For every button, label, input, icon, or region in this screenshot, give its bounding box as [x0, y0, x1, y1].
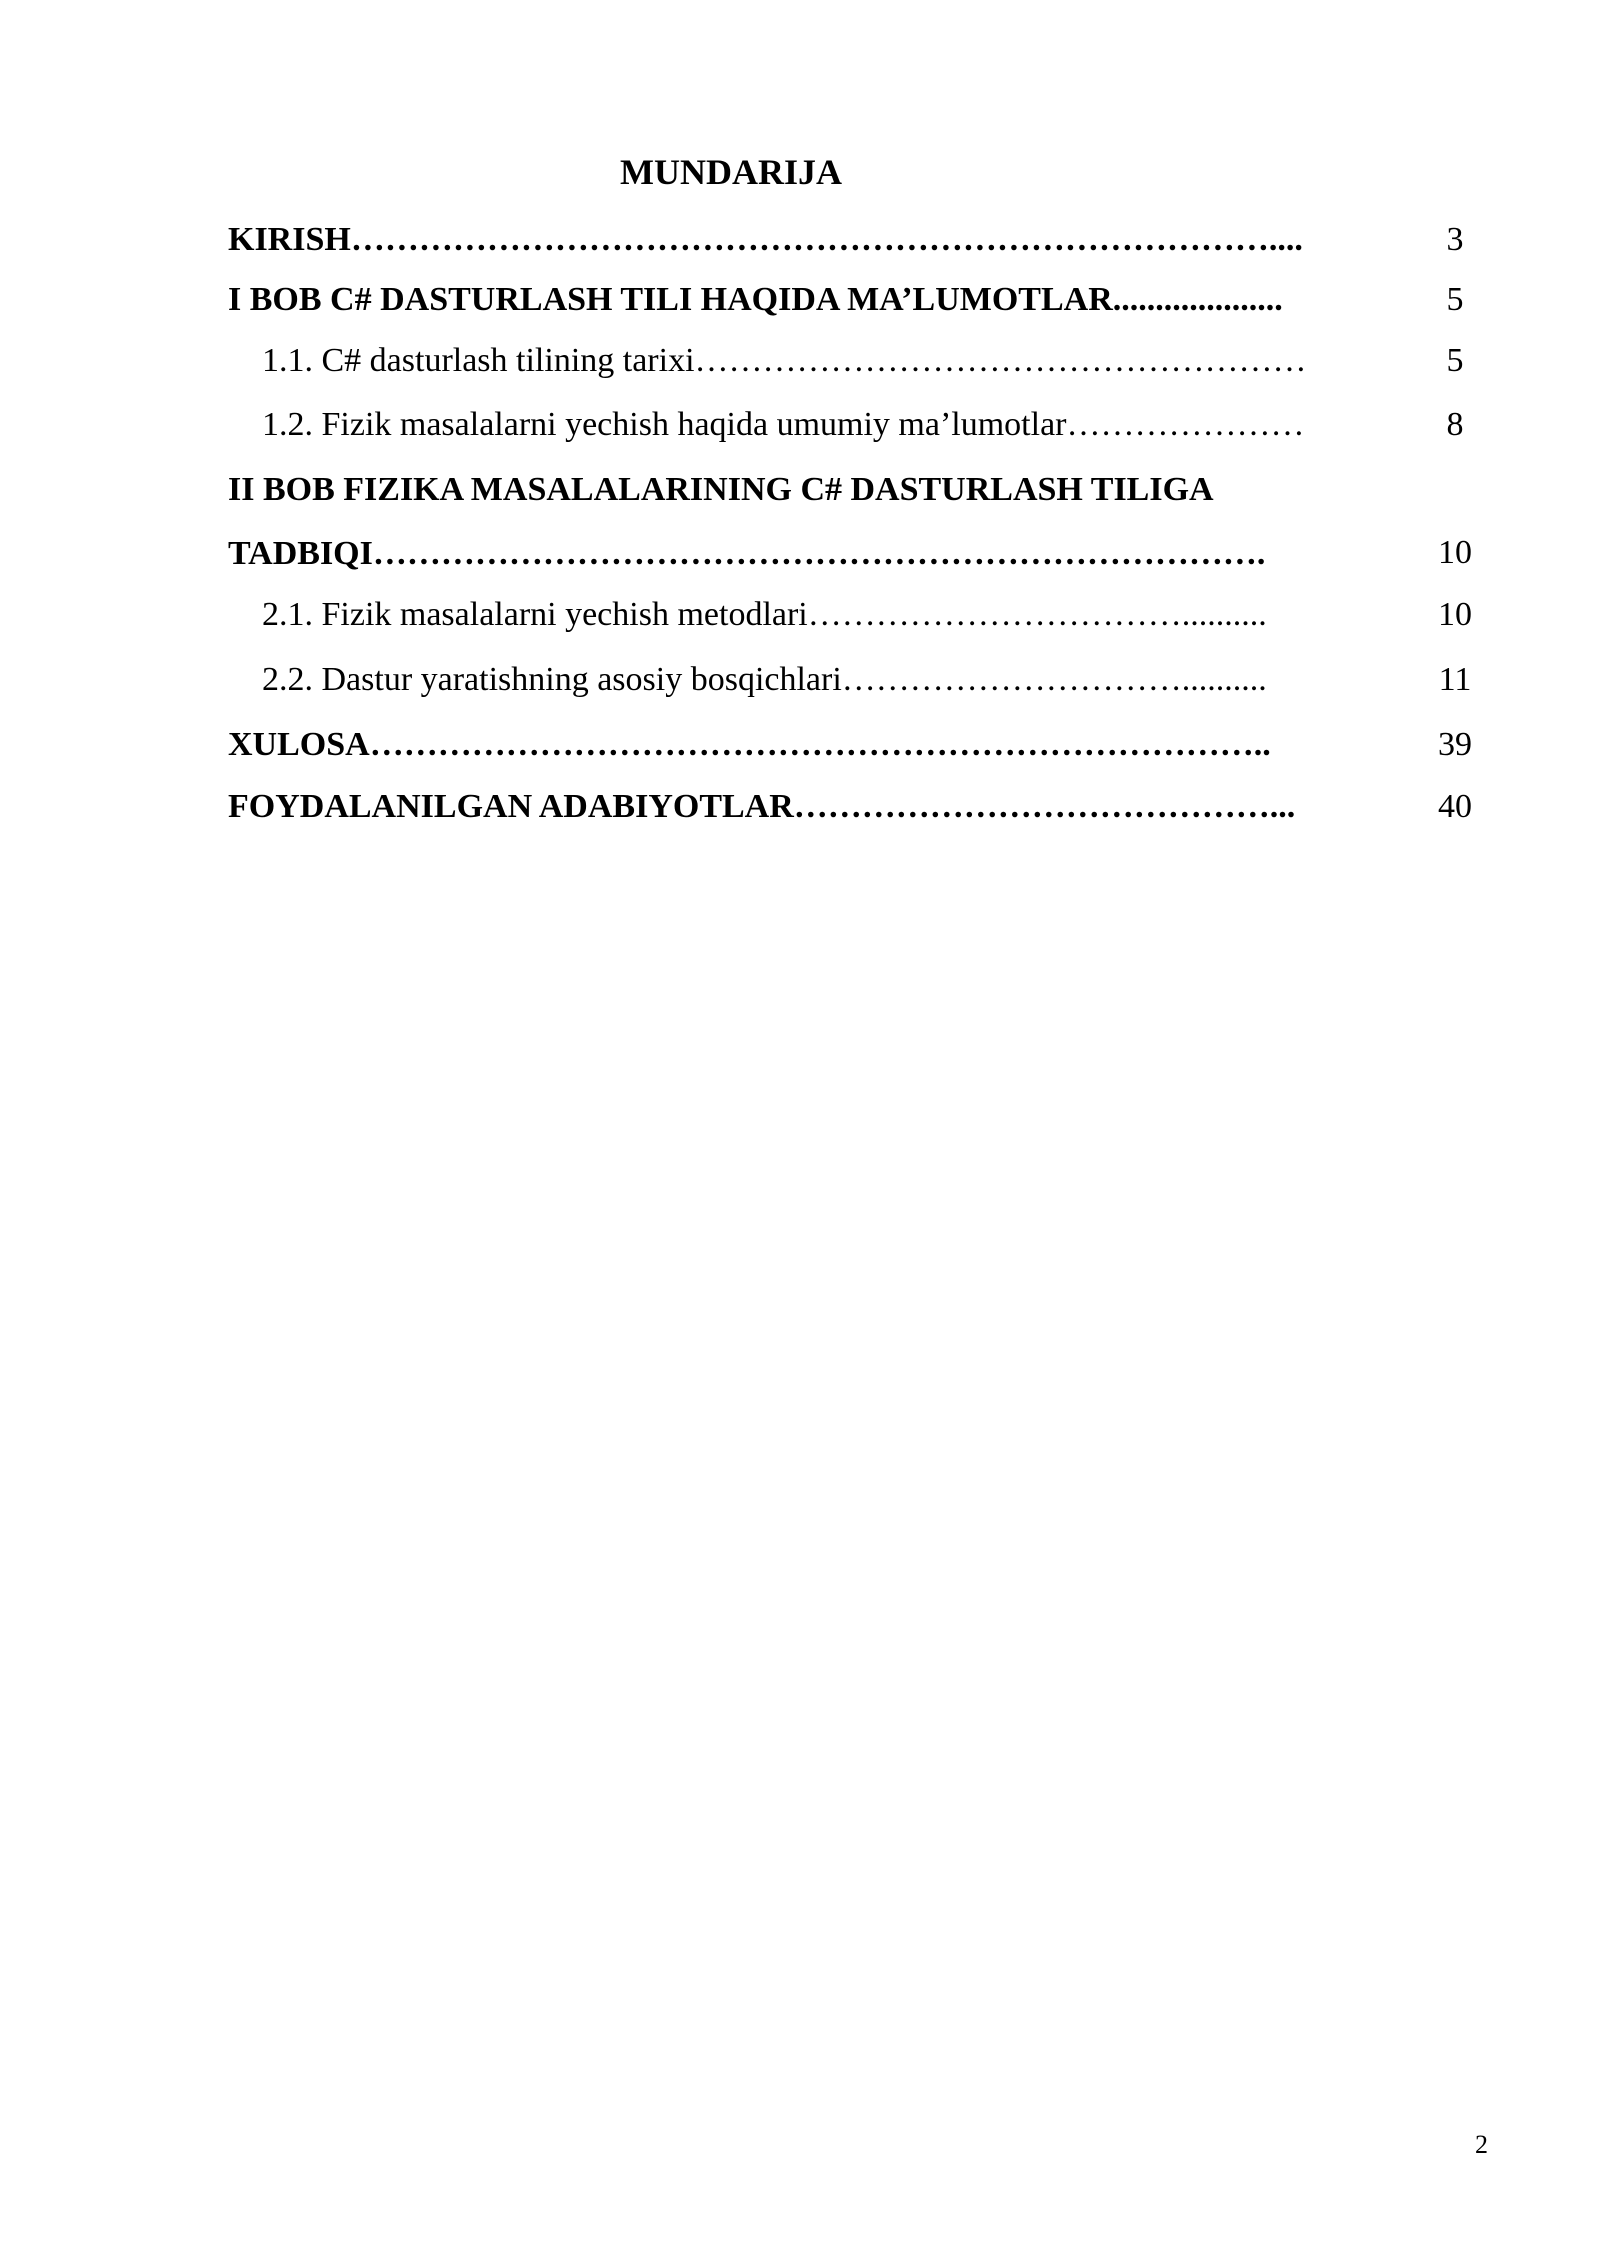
- toc-entry-label-line1: II BOB FIZIKA MASALALARINING C# DASTURLASH TILIGA: [228, 471, 1214, 508]
- toc-entry-page: 5: [1446, 342, 1464, 379]
- toc-entry-label: I BOB C# DASTURLASH TILI HAQIDA MA’LUMOTLAR....................: [228, 281, 1283, 318]
- toc-entry-label: KIRISH………………………………………………………………………....: [228, 221, 1303, 258]
- toc-entry-label: 1.2. Fizik masalalarni yechish haqida umumiy ma’lumotlar…………………: [262, 406, 1305, 443]
- toc-entry-label-line2: TADBIQI…………………………………………………………………….: [228, 535, 1266, 572]
- toc-entry-page: 3: [1446, 221, 1464, 258]
- toc-entry-xulosa[interactable]: [228, 720, 1490, 770]
- toc-entry-label: 1.1. C# dasturlash tilining tarixi………………………………………………: [262, 342, 1307, 379]
- toc-entry-page: 10: [1438, 534, 1472, 571]
- toc-entry-chapter-2[interactable]: [228, 458, 1490, 572]
- toc-entry-label: FOYDALANILGAN ADABIYOTLAR……………………………………...: [228, 788, 1296, 825]
- toc-entry-page: 5: [1446, 281, 1464, 318]
- toc-entry-section-1-2[interactable]: [228, 400, 1490, 450]
- toc-entry-label: 2.2. Dastur yaratishning asosiy bosqichlari…………………………..........: [262, 661, 1267, 698]
- toc-entry-page: 11: [1438, 661, 1472, 698]
- toc-entry-adabiyotlar[interactable]: [228, 782, 1490, 832]
- toc-entry-label: 2.1. Fizik masalalarni yechish metodlari……………………………..........: [262, 596, 1267, 633]
- toc-entry-section-1-1[interactable]: [228, 336, 1490, 386]
- toc-entry-page: 10: [1438, 596, 1472, 633]
- toc-entry-label: [228, 458, 1418, 586]
- toc-entry-kirish[interactable]: [228, 215, 1490, 265]
- toc-title-text: MUNDARIJA: [620, 152, 842, 192]
- toc-entry-chapter-1[interactable]: [228, 275, 1490, 325]
- toc-title: [0, 150, 1600, 194]
- page-number: 2: [1475, 2130, 1488, 2159]
- toc-entry-label: XULOSA……………………………………………………………………..: [228, 726, 1271, 763]
- toc-entry-section-2-2[interactable]: [228, 655, 1490, 705]
- toc-entry-page: 40: [1438, 788, 1472, 825]
- toc-entry-section-2-1[interactable]: [228, 590, 1490, 640]
- toc-entry-page: 8: [1446, 406, 1464, 443]
- toc-entry-page: 39: [1438, 726, 1472, 763]
